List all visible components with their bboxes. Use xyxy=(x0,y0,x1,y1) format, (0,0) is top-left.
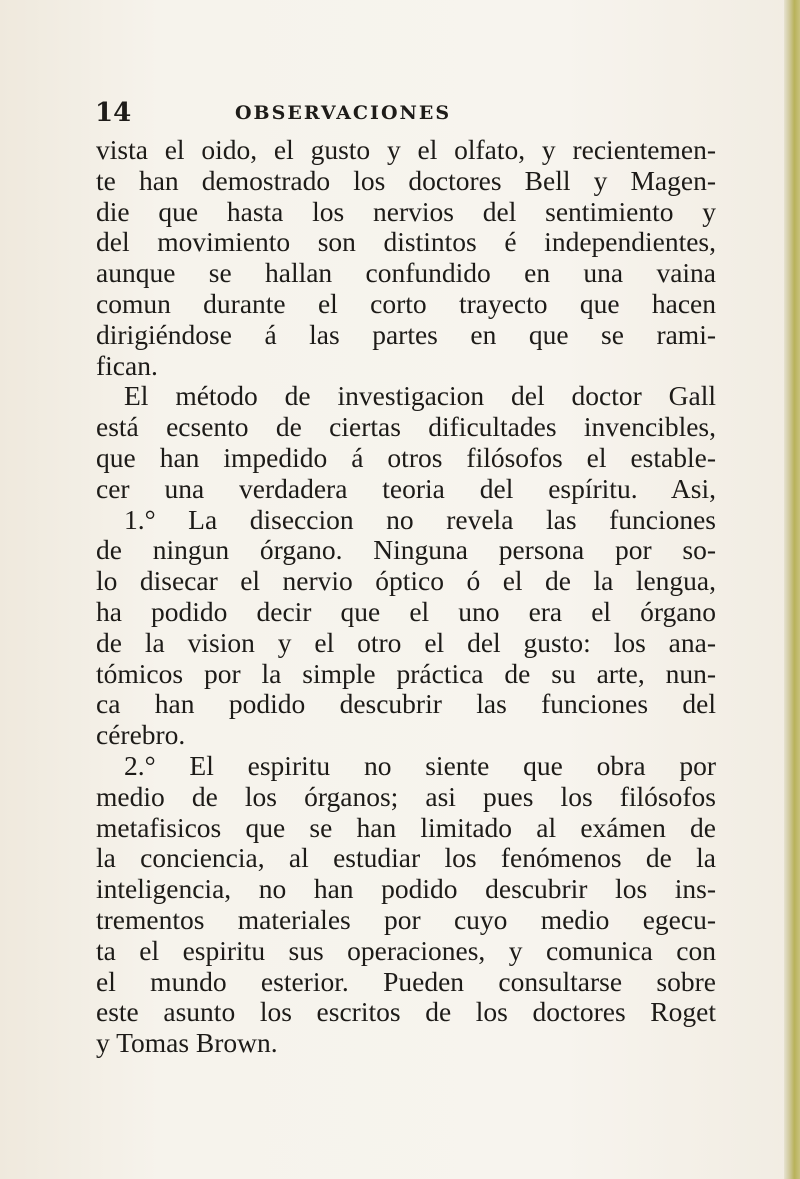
page-binding-edge xyxy=(784,0,800,1179)
text-line: cer una verdadera teoria del espíritu. Asi, xyxy=(96,472,716,504)
text-line: metafisicos que se han limitado al exámen de xyxy=(96,811,716,843)
text-line: ha podido decir que el uno era el órgano xyxy=(96,595,716,627)
body-text xyxy=(96,135,716,1059)
text-line: la conciencia, al estudiar los fenómenos de la xyxy=(96,842,716,874)
text-line: medio de los órganos; asi pues los filósofos xyxy=(96,780,716,812)
running-head: OBSERVACIONES xyxy=(235,102,452,124)
text-line: vista el oido, el gusto y el olfato, y recientemen- xyxy=(96,134,716,165)
text-line: cérebro. xyxy=(96,719,186,751)
page-header xyxy=(95,98,715,134)
text-line: te han demostrado los doctores Bell y Magen- xyxy=(96,164,716,196)
text-line: 1.° La diseccion no revela las funciones xyxy=(124,503,716,535)
page-number: 14 xyxy=(95,98,132,128)
text-line: die que hasta los nervios del sentimiento y xyxy=(96,195,716,227)
text-line: que han impedido á otros filósofos el estable- xyxy=(96,441,716,473)
text-line: tómicos por la simple práctica de su arte, nun- xyxy=(96,657,716,689)
text-line: dirigiéndose á las partes en que se rami- xyxy=(96,318,716,350)
text-line: este asunto los escritos de los doctores Roget xyxy=(96,996,716,1028)
text-line: 2.° El espiritu no siente que obra por xyxy=(124,749,716,781)
text-line: inteligencia, no han podido descubrir los ins- xyxy=(96,873,716,905)
text-line: comun durante el corto trayecto que hacen xyxy=(96,287,716,319)
text-line: lo disecar el nervio óptico ó el de la lengua, xyxy=(96,565,716,597)
text-line: del movimiento son distintos é independientes, xyxy=(96,226,716,258)
text-line: y Tomas Brown. xyxy=(96,1027,278,1059)
text-line: de ningun órgano. Ninguna persona por so- xyxy=(96,534,716,566)
text-line: está ecsento de ciertas dificultades invencibles, xyxy=(96,411,716,443)
text-line: ca han podido descubrir las funciones del xyxy=(96,688,716,720)
text-line: de la vision y el otro el del gusto: los ana- xyxy=(96,626,716,658)
text-line: aunque se hallan confundido en una vaina xyxy=(96,257,716,289)
text-line: ta el espiritu sus operaciones, y comunica con xyxy=(96,934,716,966)
text-line: El método de investigacion del doctor Gall xyxy=(124,380,716,412)
text-line: el mundo esterior. Pueden consultarse sobre xyxy=(96,965,716,997)
text-line: fican. xyxy=(96,349,158,381)
text-line: trementos materiales por cuyo medio egecu- xyxy=(96,903,716,935)
